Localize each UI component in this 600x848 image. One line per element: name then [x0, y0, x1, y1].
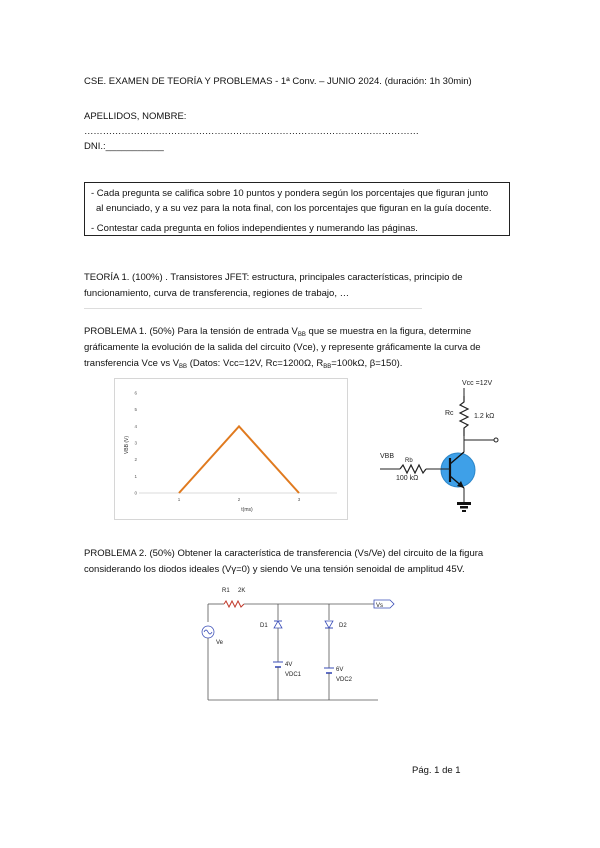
instruction-line-2: al enunciado, y a su vez para la nota final, con los porcentajes que figuran en la guía docente.: [96, 203, 492, 214]
p1-part-3: (Datos: Vcc=12V, Rc=1200Ω, R: [187, 358, 324, 369]
vcc-label: Vcc =12V: [462, 380, 493, 387]
y-tick-label: 1: [134, 473, 137, 479]
vs-label: Vs: [376, 603, 384, 609]
divider: [84, 308, 422, 309]
vdc1-label: VDC1: [285, 672, 302, 678]
page-number: Pág. 1 de 1: [412, 765, 461, 776]
sub-bb-3: BB: [323, 364, 332, 370]
sub-bb-1: BB: [297, 332, 306, 338]
y-axis-label: VBB (V): [124, 435, 130, 455]
x-axis-label: t(ms): [241, 507, 253, 513]
instruction-line-1: - Cada pregunta se califica sobre 10 puntos y pondera según los porcentajes que figuran junto: [91, 188, 489, 199]
vbb-chart: [114, 378, 348, 520]
teoria-1-text: TEORÍA 1. (100%) . Transistores JFET: estructura, principales características, principio de funcionamiento, curva de transferencia, regiones de trabajo, …: [84, 272, 463, 299]
exam-title: CSE. EXAMEN DE TEORÍA Y PROBLEMAS - 1ª Conv. – JUNIO 2024. (duración: 1h 30min): [84, 76, 472, 87]
p1-part-2: que se muestra en la figura, determine gráficamente la evolución de la salida del circuito (Vce), y represente gráficamente la curva de transferencia Vce vs V: [84, 326, 481, 369]
problema-1-text: [84, 324, 514, 372]
instruction-line-3: - Contestar cada pregunta en folios independientes y numerando las páginas.: [91, 223, 418, 234]
y-tick-label: 0: [134, 490, 137, 496]
x-tick-label: 2: [237, 497, 241, 502]
y-tick-label: 2: [134, 457, 137, 463]
d1-label: D1: [260, 623, 268, 629]
vbb-chart-svg: [115, 379, 347, 519]
transistor-body: [441, 453, 475, 487]
x-tick-labels: [178, 497, 301, 502]
r1-resistor: [224, 601, 244, 607]
dni-label: DNI.:: [84, 141, 106, 152]
vbb-series-line: [179, 426, 299, 493]
output-terminal: [494, 438, 498, 442]
name-label: APELLIDOS, NOMBRE:: [84, 111, 187, 122]
dni-field: [84, 140, 164, 153]
ground-bar-3: [462, 510, 466, 512]
ground-bar-1: [457, 502, 471, 505]
rb-label: Rb: [405, 458, 413, 464]
x-tick-label: 1: [177, 497, 181, 502]
y-tick-label: 3: [134, 440, 137, 446]
d1-diode: [274, 621, 282, 628]
r1-label: R1: [222, 588, 230, 594]
instructions-box: [84, 182, 510, 236]
y-tick-label: 5: [134, 407, 137, 413]
dni-blank: ___________: [105, 141, 164, 152]
diode-circuit: [196, 582, 406, 714]
p1-part-4: =100kΩ, β=150).: [331, 358, 403, 369]
rc-resistor: [460, 396, 468, 436]
vdc1-voltage: 4V: [285, 662, 293, 668]
vdc2-voltage: 6V: [336, 667, 344, 673]
rc-value: 1.2 kΩ: [474, 413, 495, 420]
ground-bar-2: [460, 506, 468, 509]
rb-resistor: [400, 465, 426, 473]
x-tick-label: 3: [297, 497, 301, 502]
rc-label: Rc: [445, 410, 454, 417]
sub-bb-2: BB: [179, 364, 188, 370]
r1-value: 2K: [238, 588, 246, 594]
d2-label: D2: [339, 623, 347, 629]
d2-diode: [325, 621, 333, 628]
problema-2-text: PROBLEMA 2. (50%) Obtener la característica de transferencia (Vs/Ve) del circuito de la figura considerando los diodos ideales (Vγ=0) y siendo Ve una tensión senoidal de amplitud 45V.: [84, 548, 484, 575]
rb-value: 100 kΩ: [396, 475, 419, 482]
y-tick-label: 4: [134, 423, 137, 429]
ve-label: Ve: [216, 640, 224, 646]
y-tick-label: 6: [134, 390, 137, 396]
name-dots: ………………………………………………………………………………………………: [84, 126, 419, 137]
vdc2-label: VDC2: [336, 677, 353, 683]
vbb-label: VBB: [380, 453, 395, 460]
y-tick-labels: [134, 391, 137, 496]
bjt-circuit: [372, 374, 512, 524]
p1-part-1: PROBLEMA 1. (50%) Para la tensión de entrada V: [84, 326, 298, 337]
